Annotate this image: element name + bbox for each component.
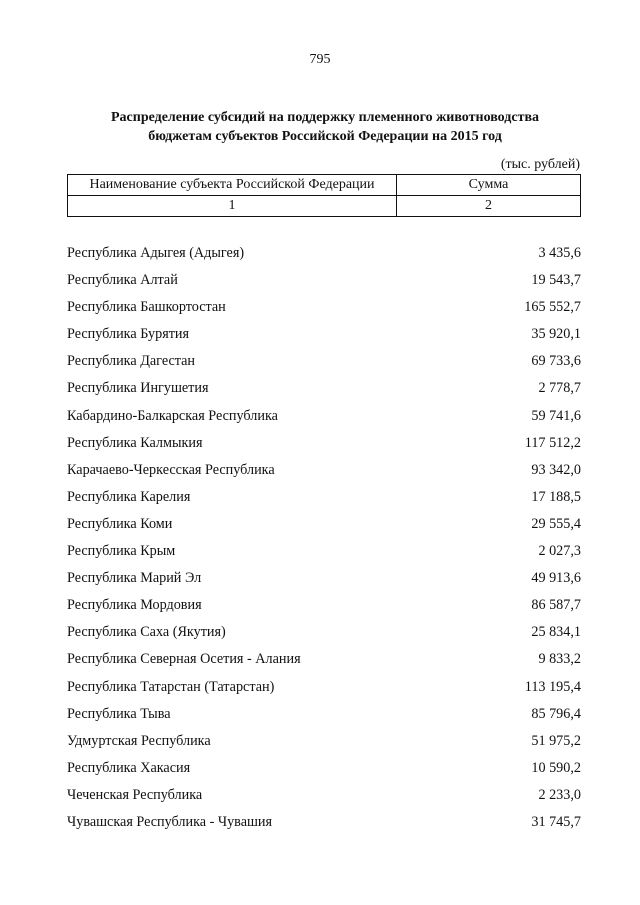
subject-name: Республика Ингушетия <box>67 380 209 397</box>
page-number: 795 <box>309 52 331 67</box>
subject-name: Республика Марий Эл <box>67 570 202 587</box>
subject-name: Республика Северная Осетия - Алания <box>67 651 301 668</box>
subsidy-amount: 10 590,2 <box>531 759 581 776</box>
subsidy-amount: 117 512,2 <box>524 434 581 451</box>
table-header <box>67 174 581 217</box>
table-row <box>67 728 581 755</box>
subsidy-amount: 49 913,6 <box>531 570 581 587</box>
subsidy-amount: 9 833,2 <box>538 651 581 668</box>
header-col-number-1: 1 <box>68 196 397 217</box>
table-row <box>67 321 581 348</box>
header-col-number-2: 2 <box>397 196 581 217</box>
subsidy-amount: 85 796,4 <box>531 705 581 722</box>
table-row <box>67 484 581 511</box>
header-amount: Сумма <box>397 175 581 196</box>
table-row <box>67 646 581 673</box>
table-row <box>67 240 581 267</box>
table-row <box>67 430 581 457</box>
table-row <box>67 375 581 402</box>
subject-name: Республика Тыва <box>67 705 171 722</box>
subsidy-amount: 25 834,1 <box>531 624 581 641</box>
title-line-2: бюджетам субъектов Российской Федерации на 2015 год <box>148 129 502 144</box>
header-number-row <box>68 196 581 217</box>
subsidy-amount: 35 920,1 <box>531 326 581 343</box>
subject-name: Республика Адыгея (Адыгея) <box>67 245 245 261</box>
subsidy-amount: 93 342,0 <box>531 461 581 478</box>
subsidy-amount: 31 745,7 <box>531 813 581 830</box>
table-row <box>67 457 581 484</box>
subject-name: Республика Крым <box>67 543 176 560</box>
table-row <box>67 701 581 728</box>
subject-name: Республика Хакасия <box>67 759 191 776</box>
header-row <box>68 175 581 196</box>
subject-name: Республика Коми <box>67 515 173 532</box>
subject-name: Республика Дагестан <box>67 353 196 370</box>
subject-name: Республика Мордовия <box>67 597 202 614</box>
subject-name: Республика Башкортостан <box>67 299 226 316</box>
subsidy-amount: 2 027,3 <box>538 543 581 560</box>
table-row <box>67 403 581 430</box>
table-row <box>67 782 581 809</box>
subsidy-amount: 59 741,6 <box>531 407 581 424</box>
table-row <box>67 809 581 836</box>
subject-name: Чувашская Республика - Чувашия <box>67 813 273 830</box>
subject-name: Карачаево-Черкесская Республика <box>67 461 275 478</box>
subsidy-amount: 2 233,0 <box>538 786 581 803</box>
table-row <box>67 511 581 538</box>
subject-name: Республика Калмыкия <box>67 434 203 451</box>
subject-name: Республика Карелия <box>67 488 191 505</box>
subsidy-amount: 3 435,6 <box>538 245 581 261</box>
subsidy-amount: 19 543,7 <box>531 272 581 289</box>
subject-name: Республика Татарстан (Татарстан) <box>67 678 275 695</box>
data-rows <box>67 240 581 836</box>
subject-name: Республика Алтай <box>67 272 178 289</box>
table-row <box>67 294 581 321</box>
subsidy-amount: 29 555,4 <box>531 515 581 532</box>
table-row <box>67 565 581 592</box>
subsidy-amount: 165 552,7 <box>524 299 581 316</box>
subsidy-amount: 86 587,7 <box>531 597 581 614</box>
units-label: (тыс. рублей) <box>500 157 580 172</box>
subsidy-amount: 2 778,7 <box>538 380 581 397</box>
subject-name: Республика Саха (Якутия) <box>67 624 226 641</box>
table-row <box>67 755 581 782</box>
subject-name: Кабардино-Балкарская Республика <box>67 407 278 424</box>
table-row <box>67 592 581 619</box>
table-row <box>67 674 581 701</box>
subsidy-amount: 51 975,2 <box>531 732 581 749</box>
subject-name: Удмуртская Республика <box>67 732 211 749</box>
subsidy-amount: 113 195,4 <box>524 678 581 695</box>
subsidy-amount: 17 188,5 <box>531 488 581 505</box>
subject-name: Чеченская Республика <box>67 786 203 803</box>
table-row <box>67 267 581 294</box>
table-row <box>67 348 581 375</box>
header-subject-name: Наименование субъекта Российской Федерации <box>68 175 397 196</box>
title-line-1: Распределение субсидий на поддержку племенного животноводства <box>110 110 540 125</box>
document-title <box>60 108 590 146</box>
subsidy-amount: 69 733,6 <box>531 353 581 370</box>
table-row <box>67 538 581 565</box>
subject-name: Республика Бурятия <box>67 326 190 343</box>
table-row <box>67 619 581 646</box>
